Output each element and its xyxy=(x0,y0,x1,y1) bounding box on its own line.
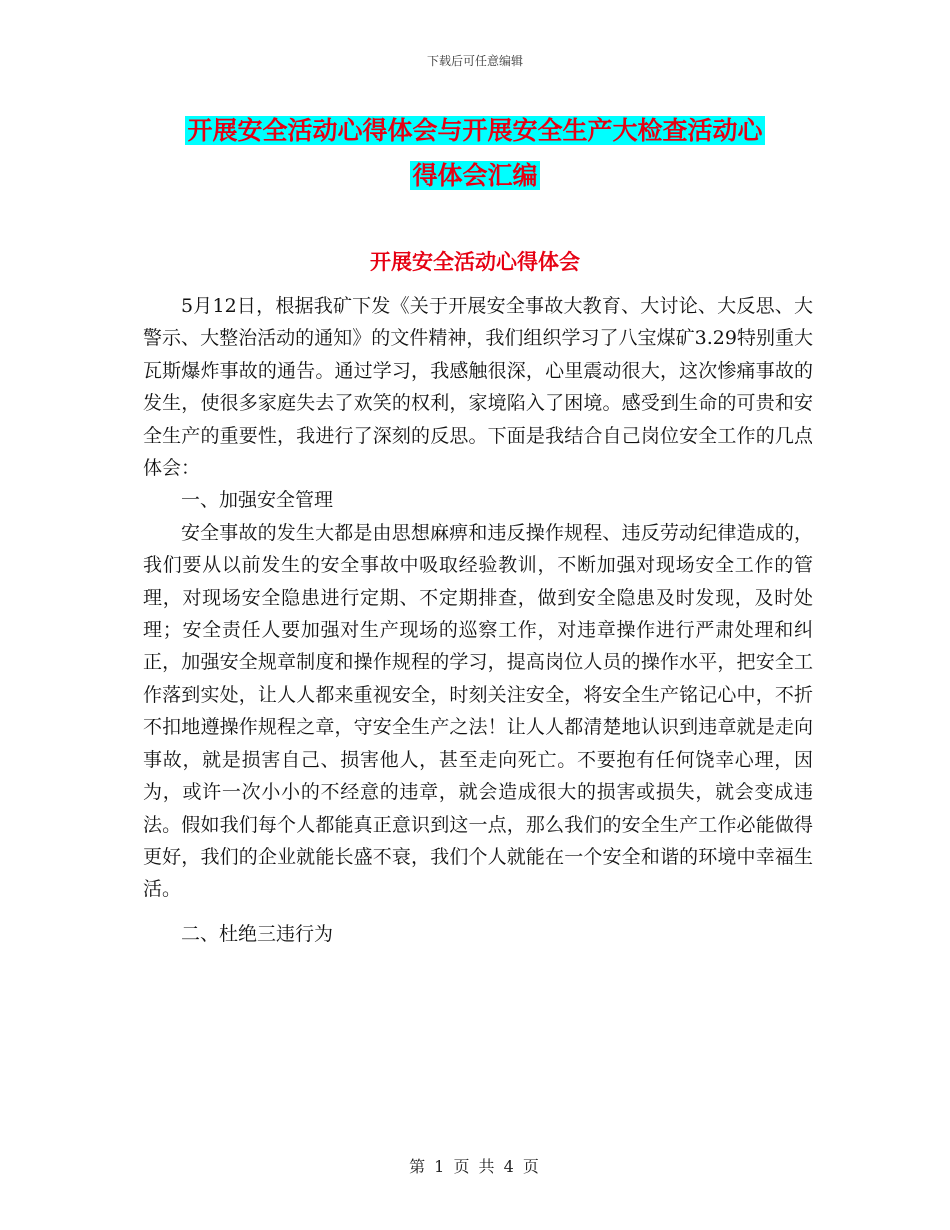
paragraph-intro: 5月12日，根据我矿下发《关于开展安全事故大教育、大讨论、大反思、大警示、大整治活动的通知》的文件精神，我们组织学习了八宝煤矿3.29特别重大瓦斯爆炸事故的通告。通过学习，我感触很深，心里震动很大，这次惨痛事故的发生，使很多家庭失去了欢笑的权利，家境陷入了困境。感受到生命的可贵和安全生产的重要性，我进行了深刻的反思。下面是我结合自己岗位安全工作的几点体会： xyxy=(143,295,813,480)
heading-1: 一、加强安全管理 xyxy=(181,489,334,512)
page-footer: 第 1 页 共 4 页 xyxy=(409,1157,541,1176)
header-note: 下载后可任意编辑 xyxy=(426,54,523,68)
title-line-2: 得体会汇编 xyxy=(412,161,538,190)
body-text xyxy=(143,290,813,950)
title-line-1: 开展安全活动心得体会与开展安全生产大检查活动心 xyxy=(187,116,763,145)
heading-2: 二、杜绝三违行为 xyxy=(181,922,334,945)
section-title: 开展安全活动心得体会 xyxy=(370,250,580,274)
document-title xyxy=(0,108,950,198)
paragraph-1: 安全事故的发生大都是由思想麻痹和违反操作规程、违反劳动纪律造成的，我们要从以前发生的安全事故中吸取经验教训，不断加强对现场安全工作的管理，对现场安全隐患进行定期、不定期排查，做到安全隐患及时发现，及时处理；安全责任人要加强对生产现场的巡察工作，对违章操作进行严肃处理和纠正，加强安全规章制度和操作规程的学习，提高岗位人员的操作水平，把安全工作落到实处，让人人都来重视安全，时刻关注安全，将安全生产铭记心中，不折不扣地遵操作规程之章，守安全生产之法！让人人都清楚地认识到违章就是走向事故，就是损害自己、损害他人，甚至走向死亡。不要抱有任何饶幸心理，因为，或许一次小小的不经意的违章，就会造成很大的损害或损失，就会变成违法。假如我们每个人都能真正意识到这一点，那么我们的安全生产工作必能做得更好，我们的企业就能长盛不衰，我们个人就能在一个安全和谐的环境中幸福生活。 xyxy=(143,521,813,901)
